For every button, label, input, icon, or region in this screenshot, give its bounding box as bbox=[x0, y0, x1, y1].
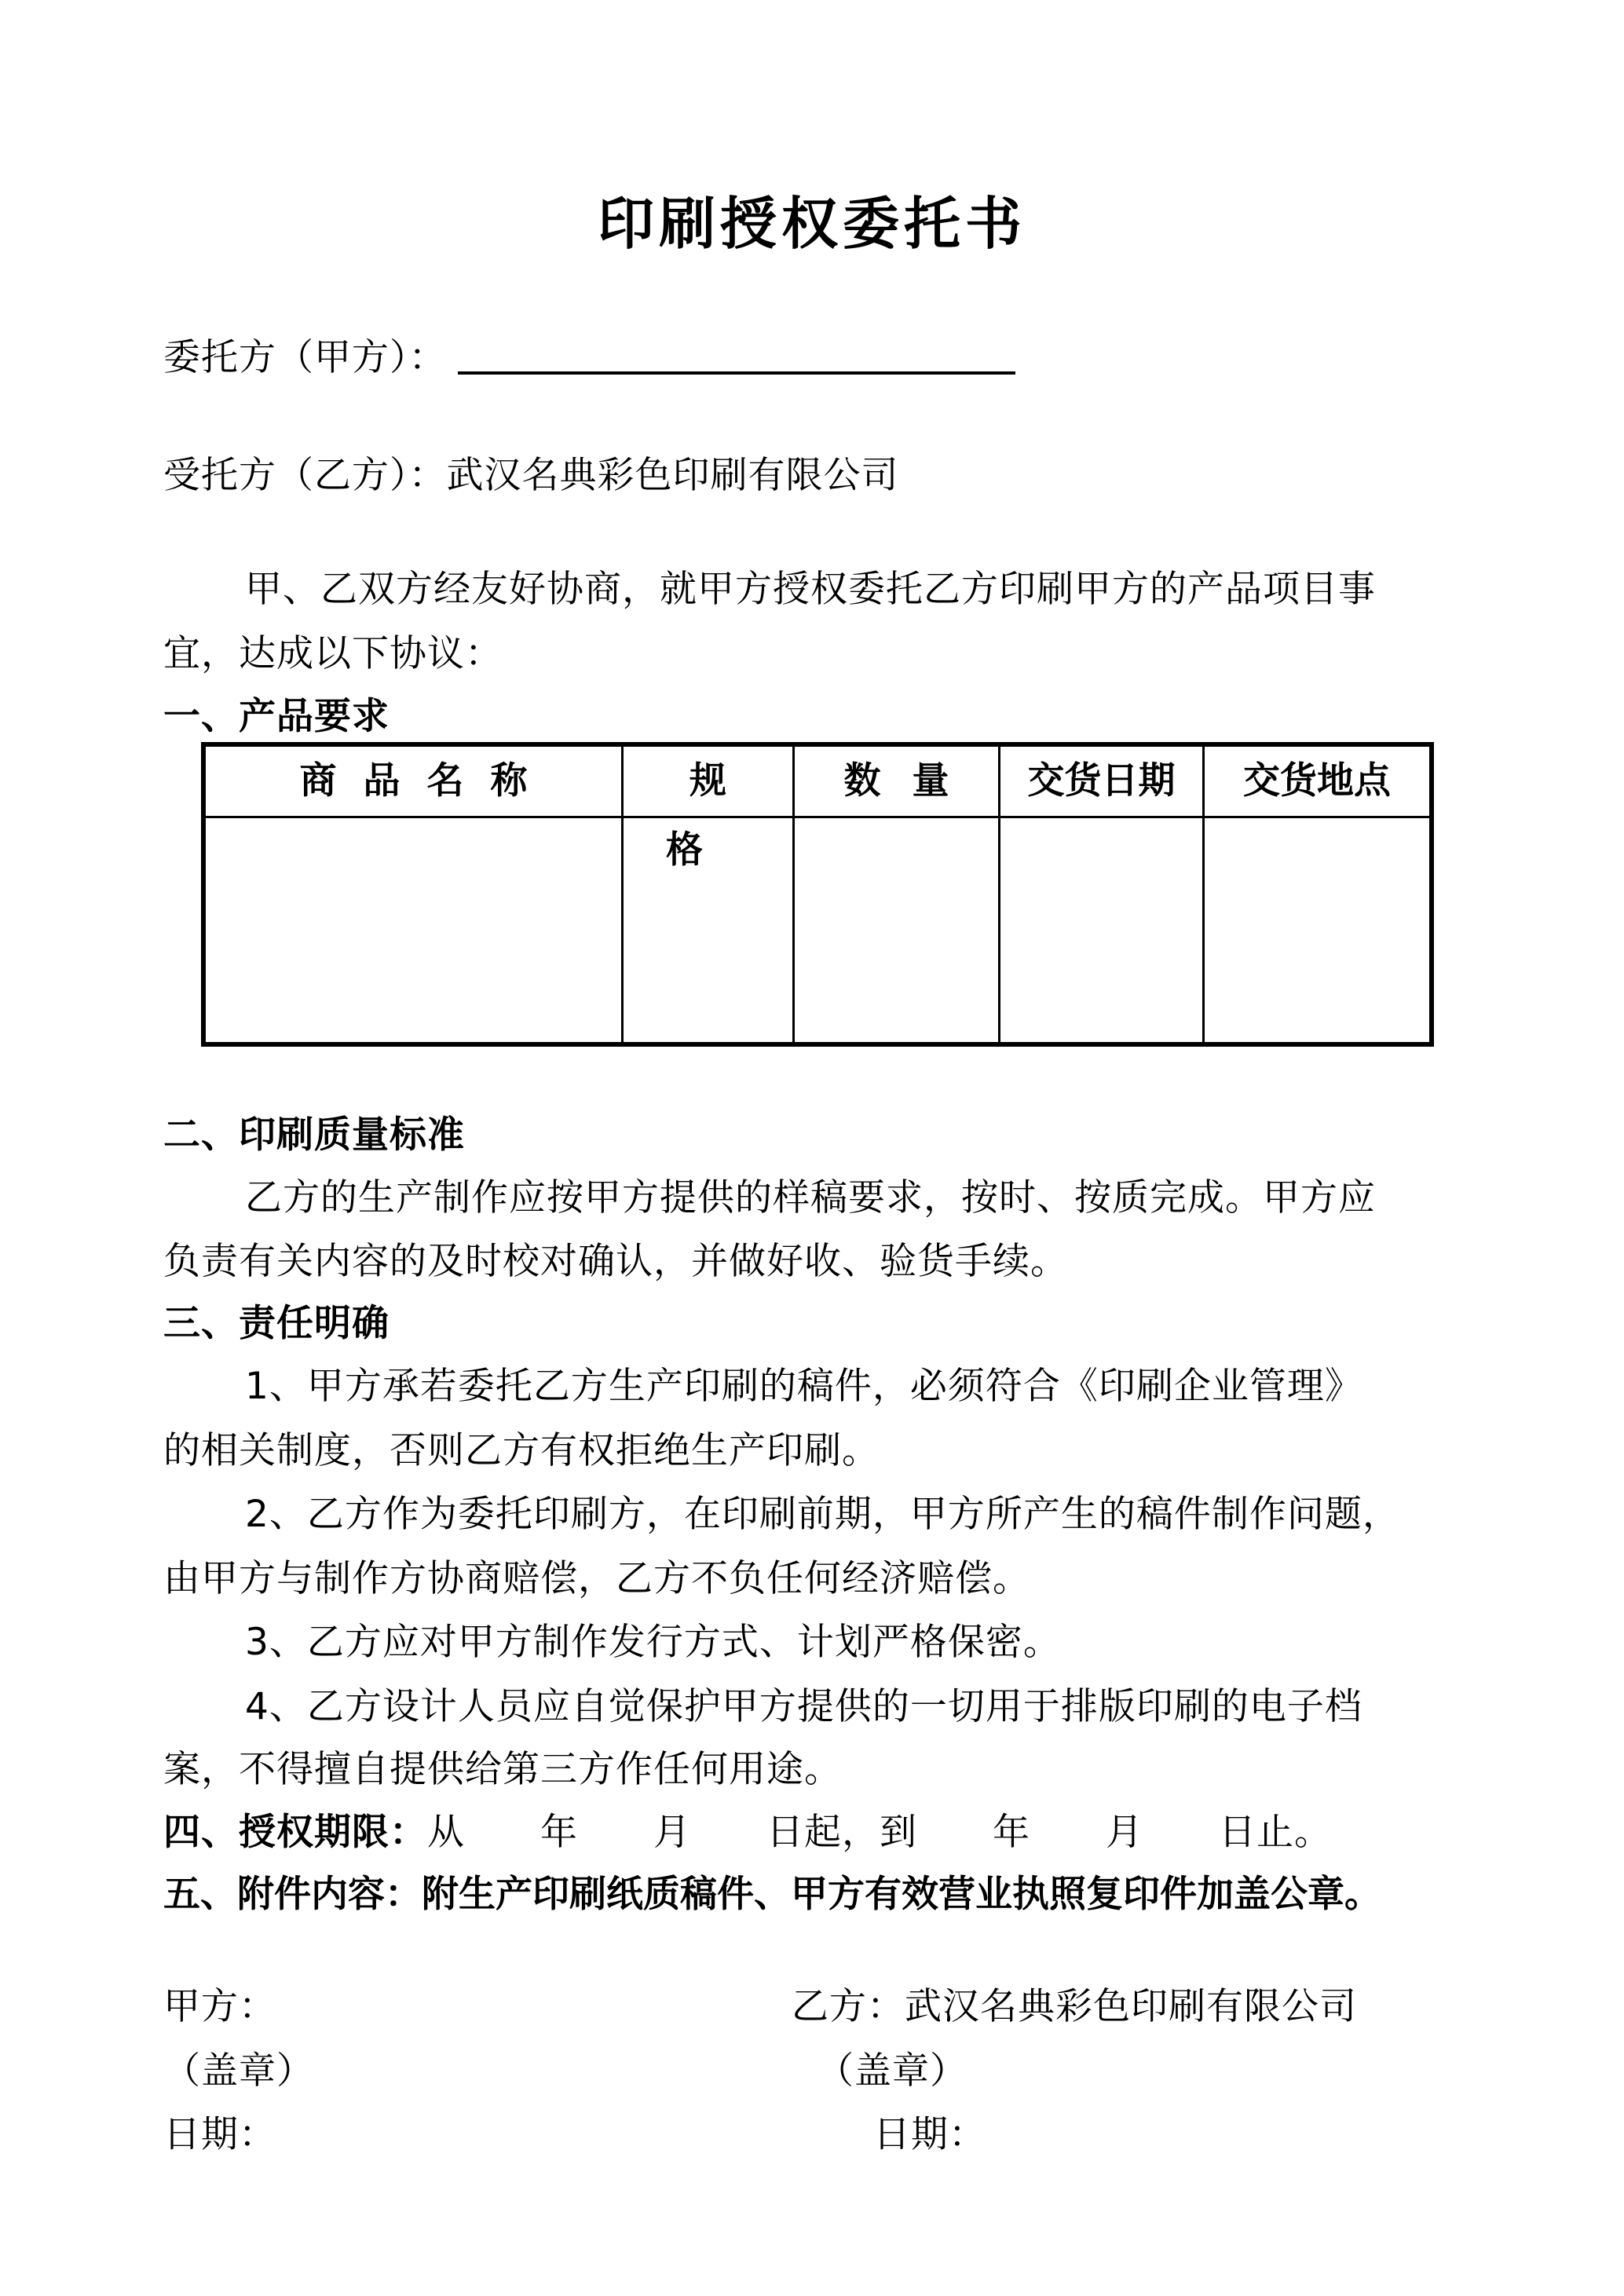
party-b-line: 受托方（乙方）：武汉名典彩色印刷有限公司 bbox=[163, 454, 899, 497]
party-b-date-label: 日期： bbox=[873, 2113, 986, 2156]
section-2-line-2: 负责有关内容的及时校对确认，并做好收、验货手续。 bbox=[163, 1240, 1068, 1283]
product-table bbox=[201, 742, 1434, 1047]
quantity-header: 数量 bbox=[843, 759, 981, 803]
delivery-date-column bbox=[1000, 747, 1205, 1042]
product-name-column bbox=[206, 747, 624, 1042]
section-3-item-3: 3、乙方应对甲方制作发行方式、计划严格保密。 bbox=[245, 1621, 1061, 1664]
section-2-line-1: 乙方的生产制作应按甲方提供的样稿要求，按时、按质完成。甲方应 bbox=[245, 1176, 1376, 1219]
section-3-heading: 三、责任明确 bbox=[163, 1302, 390, 1345]
delivery-date-header: 交货日期 bbox=[1027, 759, 1176, 803]
section-2-heading: 二、印刷质量标准 bbox=[163, 1113, 465, 1157]
section-3-item-4-line-2: 案，不得擅自提供给第三方作任何用途。 bbox=[163, 1748, 842, 1791]
section-3-item-2-line-1: 2、乙方作为委托印刷方，在印刷前期，甲方所产生的稿件制作问题， bbox=[245, 1493, 1400, 1536]
quantity-column bbox=[795, 747, 1000, 1042]
section-3-item-1-line-2: 的相关制度，否则乙方有权拒绝生产印刷。 bbox=[163, 1429, 880, 1472]
party-b-signature-label: 乙方：武汉名典彩色印刷有限公司 bbox=[792, 1985, 1357, 2028]
section-3-item-1-line-1: 1、甲方承若委托乙方生产印刷的稿件，必须符合《印刷企业管理》 bbox=[245, 1365, 1362, 1408]
spec-column bbox=[624, 747, 795, 1042]
section-1-heading: 一、产品要求 bbox=[163, 695, 390, 738]
section-4-text: 从 年 月 日起，到 年 月 日止。 bbox=[427, 1811, 1332, 1854]
party-a-label: 委托方（甲方）： bbox=[163, 336, 447, 379]
delivery-place-header: 交货地点 bbox=[1243, 759, 1391, 803]
intro-line-2: 宜，达成以下协议： bbox=[163, 632, 503, 675]
party-a-blank-field[interactable] bbox=[458, 332, 1015, 375]
party-a-signature-label: 甲方： bbox=[163, 1985, 276, 2028]
section-4-heading: 四、授权期限： bbox=[163, 1811, 427, 1854]
delivery-place-column bbox=[1205, 747, 1429, 1042]
intro-line-1: 甲、乙双方经友好协商，就甲方授权委托乙方印刷甲方的产品项目事 bbox=[245, 568, 1376, 611]
section-3-item-4-line-1: 4、乙方设计人员应自觉保护甲方提供的一切用于排版印刷的电子档 bbox=[245, 1685, 1362, 1728]
party-b-seal-label: （盖章） bbox=[817, 2049, 967, 2093]
party-a-seal-label: （盖章） bbox=[163, 2049, 314, 2093]
party-a-line bbox=[163, 330, 1015, 386]
spec-header: 规格 bbox=[666, 759, 774, 872]
section-4-line bbox=[163, 1804, 1332, 1861]
document-title: 印刷授权委托书 bbox=[597, 191, 1026, 257]
product-name-header: 商品名称 bbox=[299, 759, 554, 803]
section-5-line: 五、附件内容：附生产印刷纸质稿件、甲方有效营业执照复印件加盖公章。 bbox=[163, 1873, 1381, 1916]
party-a-date-label: 日期： bbox=[163, 2113, 276, 2156]
section-3-item-2-line-2: 由甲方与制作方协商赔偿，乙方不负任何经济赔偿。 bbox=[163, 1557, 1030, 1600]
